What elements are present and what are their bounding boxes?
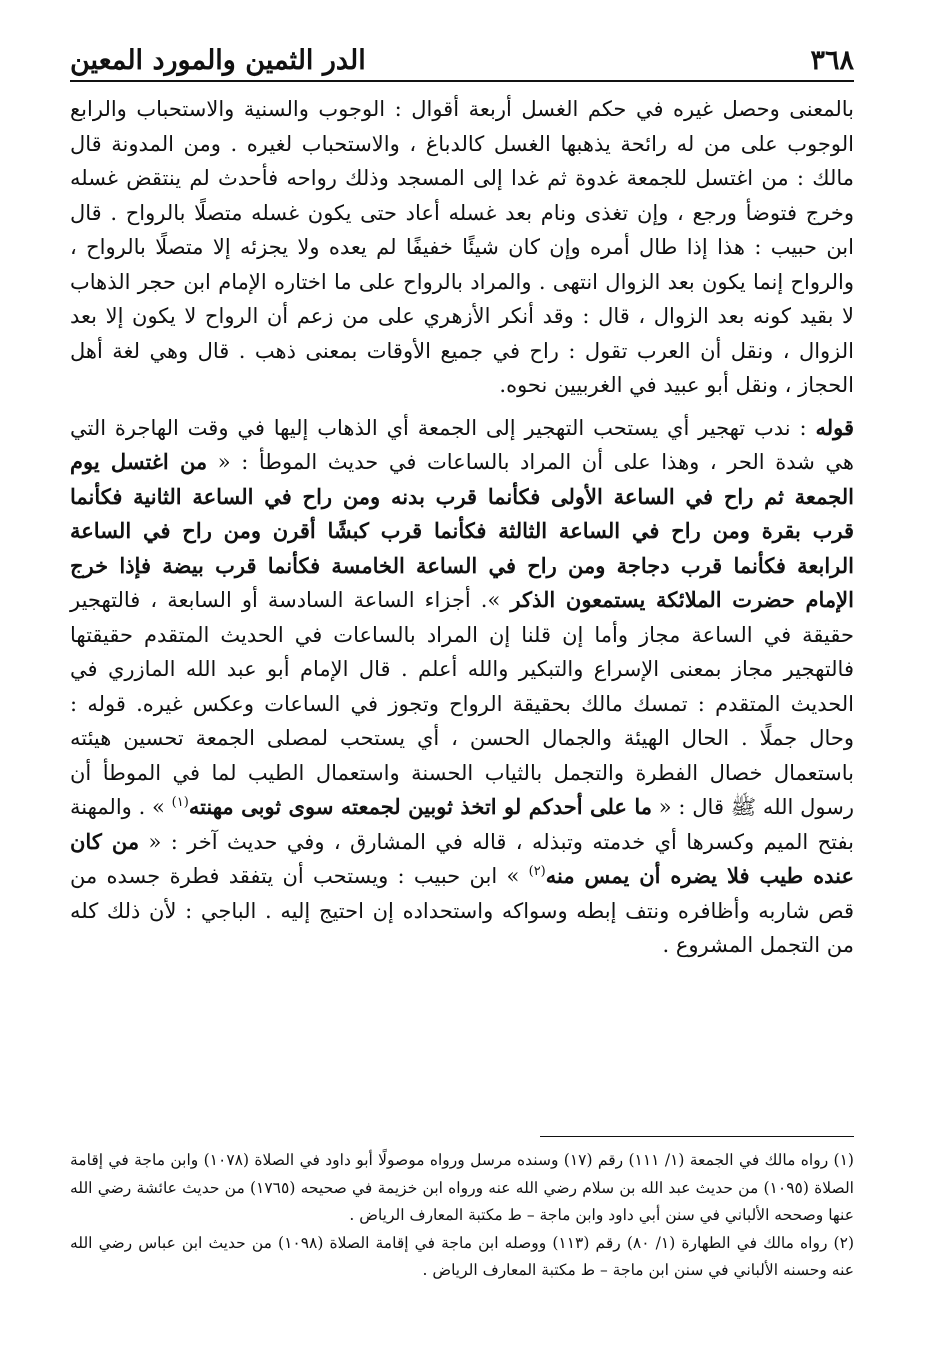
footnote-1: (١) رواه مالك في الجمعة (١/ ١١١) رقم (١٧) وسنده مرسل ورواه موصولًا أبو داود في الصلاة (١٠٧٨) وابن ماجة في إقامة الصلاة (١٠٩٥) من حديث عبد الله بن سلام رضي الله عنه ورواه ابن خزيمة في صحيحه (١٧٦٥) من حديث عائشة رضي الله عنها وصححه الألباني في سنن أبي داود وابن ماجة – ط مكتبة المعارف الرياض . [70, 1151, 854, 1224]
paragraph-text: » . والمهنة بفتح الميم وكسرها أي خدمته وتبذله ، قاله في المشارق ، وفي حديث آخر : « [70, 795, 854, 854]
main-text [70, 92, 854, 963]
hadith-quote: من كان عنده طيب فلا يضره أن يمس منه [70, 828, 854, 888]
footnote-2: (٢) رواه مالك في الطهارة (١/ ٨٠) رقم (١١٣) ووصله ابن ماجة في إقامة الصلاة (١٠٩٨) من حديث ابن عباس رضي الله عنه وحسنه الألباني في سنن ابن ماجة – ط مكتبة المعارف الرياض . [70, 1233, 854, 1279]
footnotes [70, 1147, 854, 1285]
paragraph-lead-word: قوله [815, 414, 854, 440]
hadith-quote: من اغتسل يوم الجمعة ثم راح في الساعة الأولى فكأنما قرب بدنه ومن راح في الساعة الثانية فكأنما قرب بقرة ومن راح في الساعة الثالثة فكأنما قرب كبشًا أقرن ومن راح في الساعة الرابعة فكأنما قرب دجاجة ومن راح في الساعة الخامسة فكأنما قرب بيضة فإذا خرج الإمام حضرت الملائكة يستمعون الذكر [70, 449, 854, 612]
book-title: الدر الثمين والمورد المعين [70, 45, 366, 76]
paragraph-text: ». أجزاء الساعة السادسة أو السابعة ، فالتهجير حقيقة في الساعة مجاز وأما إن قلنا إن المراد بالساعات في الحديث المتقدم حقيقتها فالتهجير مجاز بمعنى الإسراع والتبكير والله أعلم . قال الإمام أبو عبد الله المازري في الحديث المتقدم : تمسك مالك بحقيقة الرواح وتجوز في الساعات وعكس غيره. قوله : وحال جملًا . الحال الهيئة والجمال الحسن ، أي يستحب لمصلى الجمعة تحسين هيئته باستعمال خصال الفطرة والتجمل بالثياب الحسنة واستعمال الطيب لما في الموطأ أن رسول الله ﷺ قال : « [70, 588, 855, 819]
paragraph-text: : ندب تهجير أي يستحب التهجير إلى الجمعة أي الذهاب إليها في وقت الهاجرة التي هي شدة الحر ، وهذا على أن المراد بالساعات في حديث الموطأ : « [70, 415, 855, 474]
page-header [70, 40, 854, 82]
footnote-divider [540, 1136, 854, 1137]
paragraph-text: » ابن حبيب : ويستحب أن يتفقد فطرة جسده من قص شاربه وأظافره ونتف إبطه وسواكه واستحداده إن احتيج إليه . الباجي : لأن ذلك كله من التجمل المشروع . [70, 864, 854, 957]
paragraph-2 [70, 411, 854, 963]
footnote-reference: (١) [171, 795, 189, 810]
hadith-quote: ما على أحدكم لو اتخذ ثوبين لجمعته سوى ثوبى مهنته [188, 794, 653, 819]
page-number: ٣٦٨ [810, 45, 854, 76]
footnote-reference: (٢) [528, 864, 546, 879]
paragraph-1: بالمعنى وحصل غيره في حكم الغسل أربعة أقوال : الوجوب والسنية والاستحباب والرابع الوجوب على من له رائحة يذهبها الغسل كالدباغ ، والاستحباب لغيره . ومن المدونة قال مالك : من اغتسل للجمعة غدوة ثم غدا إلى المسجد وذلك رواحه فأحدث لم ينتقض غسله وخرج فتوضأ ورجع ، وإن تغذى ونام بعد غسله أعاد حتى يكون غسله متصلًا بالرواح . قال ابن حبيب : هذا إذا طال أمره وإن كان شيئًا خفيفًا لم يعده ولا يجزئه إلا متصلًا بالرواح ، والرواح إنما يكون بعد الزوال انتهى . والمراد بالرواح على ما اختاره الإمام ابن حجر الذهاب لا بقيد كونه بعد الزوال ، قال : وقد أنكر الأزهري على من زعم أن الرواح لا يكون إلا بعد الزوال ، ونقل أن العرب تقول : راح في جميع الأوقات بمعنى ذهب . قال وهي لغة أهل الحجاز ، ونقل أبو عبيد في الغربيين نحوه. [70, 97, 854, 397]
